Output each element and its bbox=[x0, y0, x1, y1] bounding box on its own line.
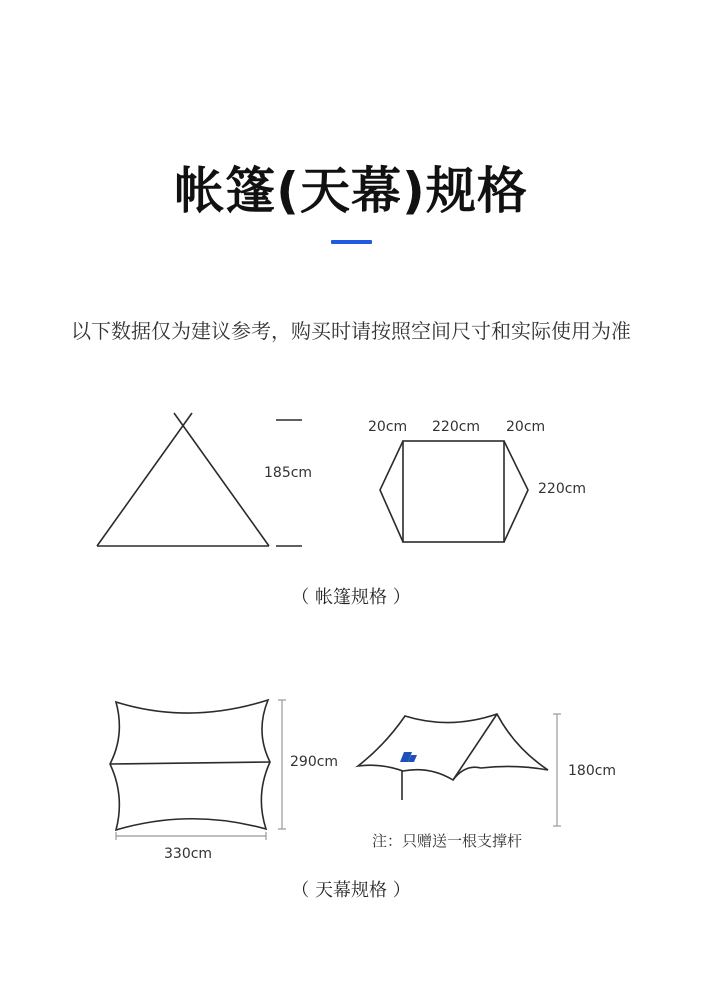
tent-height-label: 185cm bbox=[264, 465, 313, 481]
tarp-depth-dimension bbox=[278, 700, 286, 829]
tarp-width-label: 330cm bbox=[164, 846, 213, 862]
tarp-width-dimension bbox=[116, 832, 266, 840]
tent-right-side-label: 20cm bbox=[506, 419, 546, 435]
tarp-top-view bbox=[110, 700, 270, 830]
tarp-height-label: 180cm bbox=[568, 763, 617, 779]
tarp-depth-label: 290cm bbox=[290, 754, 339, 770]
tent-left-side-label: 20cm bbox=[368, 419, 408, 435]
tent-middle-label: 220cm bbox=[432, 419, 481, 435]
tent-side-view bbox=[97, 413, 269, 546]
tarp-caption: （ 天幕规格 ） bbox=[291, 880, 411, 901]
page-subtitle: 以下数据仅为建议参考，购买时请按照空间尺寸和实际使用为准 bbox=[71, 319, 631, 343]
tent-caption: （ 帐篷规格 ） bbox=[291, 587, 411, 608]
brand-logo-icon bbox=[400, 752, 417, 762]
tent-depth-label: 220cm bbox=[538, 481, 587, 497]
tarp-side-view bbox=[358, 714, 548, 800]
tent-height-marks bbox=[276, 420, 302, 546]
tent-top-view bbox=[380, 441, 528, 542]
tarp-height-dimension bbox=[553, 714, 561, 826]
tarp-pole-note: 注：只赠送一根支撑杆 bbox=[372, 832, 523, 850]
page-title: 帐篷(天幕)规格 bbox=[174, 162, 528, 220]
